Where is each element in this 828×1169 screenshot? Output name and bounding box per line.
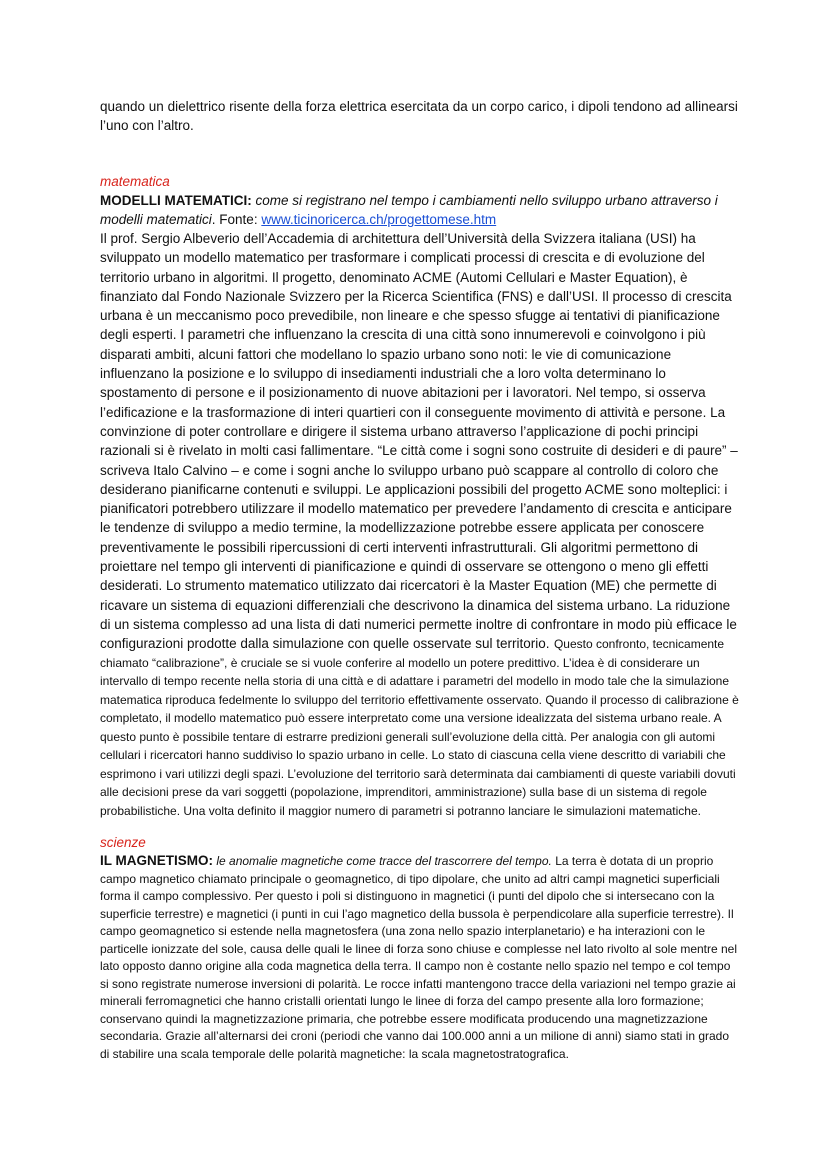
body-paragraph-small: Questo confronto, tecnicamente chiamato “calibrazione”, è cruciale se si vuole conferire al modello un potere predittivo. L’idea è di considerare un intervallo di tempo recente nella storia di una città e di adattare i parametri del modello in modo tale che la simulazione matematica riproduca fedelmente lo sviluppo del territorio effettivamente osservato. Quando il processo di calibrazione è completato, il modello matematico può essere interpretato come una versione idealizzata del sistema urbano reale. A questo punto è possibile tentare di estrarre predizioni generali sull’evoluzione della città. Per analogia con gli automi cellulari i ricercatori hanno suddiviso lo spazio urbano in celle. Lo stato di ciascuna cella viene descritto di variabili che esprimono i vari utilizzi degli spazi. L’evoluzione del territorio sarà determinata dai cambiamenti di queste variabili dovuti alle decisioni prese da vari soggetti (popolazione, imprenditori, amministrazione) sulla base di un sistema di regole probabilistiche. Una volta definito il maggior numero di parametri si potranno lanciare le simulazioni matematiche. (100, 637, 739, 818)
source-link[interactable]: www.ticinoricerca.ch/progettomese.htm (261, 212, 497, 227)
body-paragraph-large: Il prof. Sergio Albeverio dell’Accademia di architettura dell’Università della Svizzera italiana (USI) ha sviluppato un modello matematico per trasformare i complicati processi di crescita e di evoluzione del territorio urbano in algoritmi. Il progetto, denominato ACME (Automi Cellulari e Master Equation), è finanziato dal Fondo Nazionale Svizzero per la Ricerca Scientifica (FNS) e dall’USI. Il processo di crescita urbana è un meccanismo poco prevedibile, non lineare e che spesso sfugge ai tentativi di pianificazione degli esperti. I parametri che influenzano la crescita di una città sono innumerevoli e coinvolgono i più disparati ambiti, alcuni fattori che modellano lo spazio urbano sono noti: le vie di comunicazione influenzano la posizione e lo sviluppo di insediamenti industriali che a loro volta determinano lo spostamento di persone e il posizionamento di nuove abitazioni per i lavoratori. Nel tempo, si osserva l’edificazione e la trasformazione di interi quartieri con il conseguente movimento di attività e persone. La convinzione di poter controllare e dirigere il sistema urbano attraverso l’applicazione di pochi principi razionali si è rivelato in molti casi fallimentare. “Le città come i sogni sono costruite di desideri e di paure” – scriveva Italo Calvino – e come i sogni anche lo sviluppo urbano può scappare al controllo di coloro che desiderano pianificarne contenuti e sviluppi. Le applicazioni possibili del progetto ACME sono molteplici: i pianificatori potrebbero utilizzare il modello matematico per prevedere l’andamento di crescita e anticipare le tendenze di sviluppo a medio termine, la modellizzazione potrebbe essere applicata per conoscere preventivamente le possibili ripercussioni di certi interventi infrastrutturali. Gli algoritmi permettono di proiettare nel tempo gli interventi di pianificazione e quindi di osservare se ottengono o meno gli effetti desiderati. Lo strumento matematico utilizzato dai ricercatori è la Master Equation (ME) che permette di ricavare un sistema di equazioni differenziali che descrivono la dinamica del sistema urbano. La riduzione di un sistema complesso ad una lista di dati numerici permette inoltre di confrontare in modo più efficace le configurazioni prodotte dalla simulazione con quelle osservate sul territorio. (100, 231, 738, 652)
source-prefix: . Fonte: (211, 212, 262, 227)
intro-paragraph: quando un dielettrico risente della forza elettrica esercitata da un corpo carico, i dipoli tendono ad allinearsi l’uno con l’altro. (100, 99, 738, 134)
section-title: MODELLI MATEMATICI: (100, 193, 252, 208)
section-title-magnetismo: IL MAGNETISMO: (100, 853, 213, 868)
section-subtitle-magnetismo: le anomalie magnetiche come tracce del trascorrere del tempo. (216, 854, 552, 868)
section-label-scienze: scienze (100, 835, 146, 850)
section-heading-modelli (100, 191, 740, 229)
body-paragraph-magnetismo: La terra è dotata di un proprio campo magnetico chiamato principale o geomagnetico, di tipo dipolare, che unito ad altri campi magnetici superficiali forma il campo complessivo. Per questo i poli si distinguono in magnetici (i punti del dipolo che si intersecano con la superficie terrestre) e magnetici (i punti in cui l’ago magnetico della bussola è perpendicolare alla superficie terrestre). Il campo geomagnetico si estende nella magnetosfera (una zona nello spazio interplanetario) e ha interazioni con le particelle ionizzate del sole, causa delle quali le linee di forza sono chiuse e complesse nel lato rivolto al sole mentre nel lato opposto danno origine alla coda magnetica della terra. Il campo non è costante nello spazio nel tempo e col tempo si sono registrate numerose inversioni di polarità. Le rocce infatti mantengono tracce della variazioni nel tempo grazie ai minerali ferromagnetici che hanno cristalli orientati lungo le linee di forza del campo presente alla loro formazione; conservano quindi la magnetizzazione primaria, che potrebbe essere modificata producendo una magnetizzazione secondaria. Grazie all’alternarsi dei croni (periodi che vanno dai 100.000 anni a un milione di anni) siamo stati in grado di stabilire una scala temporale delle polarità magnetiche: la scala magnetostratografica. (100, 854, 738, 1061)
section-subtitle: come si registrano nel tempo i cambiamenti nello sviluppo urbano attraverso i modelli matematici (100, 193, 718, 227)
section-matematica (100, 172, 740, 820)
section-scienze (100, 833, 740, 1063)
section-heading-magnetismo (100, 852, 740, 1063)
section-label-matematica: matematica (100, 174, 170, 189)
